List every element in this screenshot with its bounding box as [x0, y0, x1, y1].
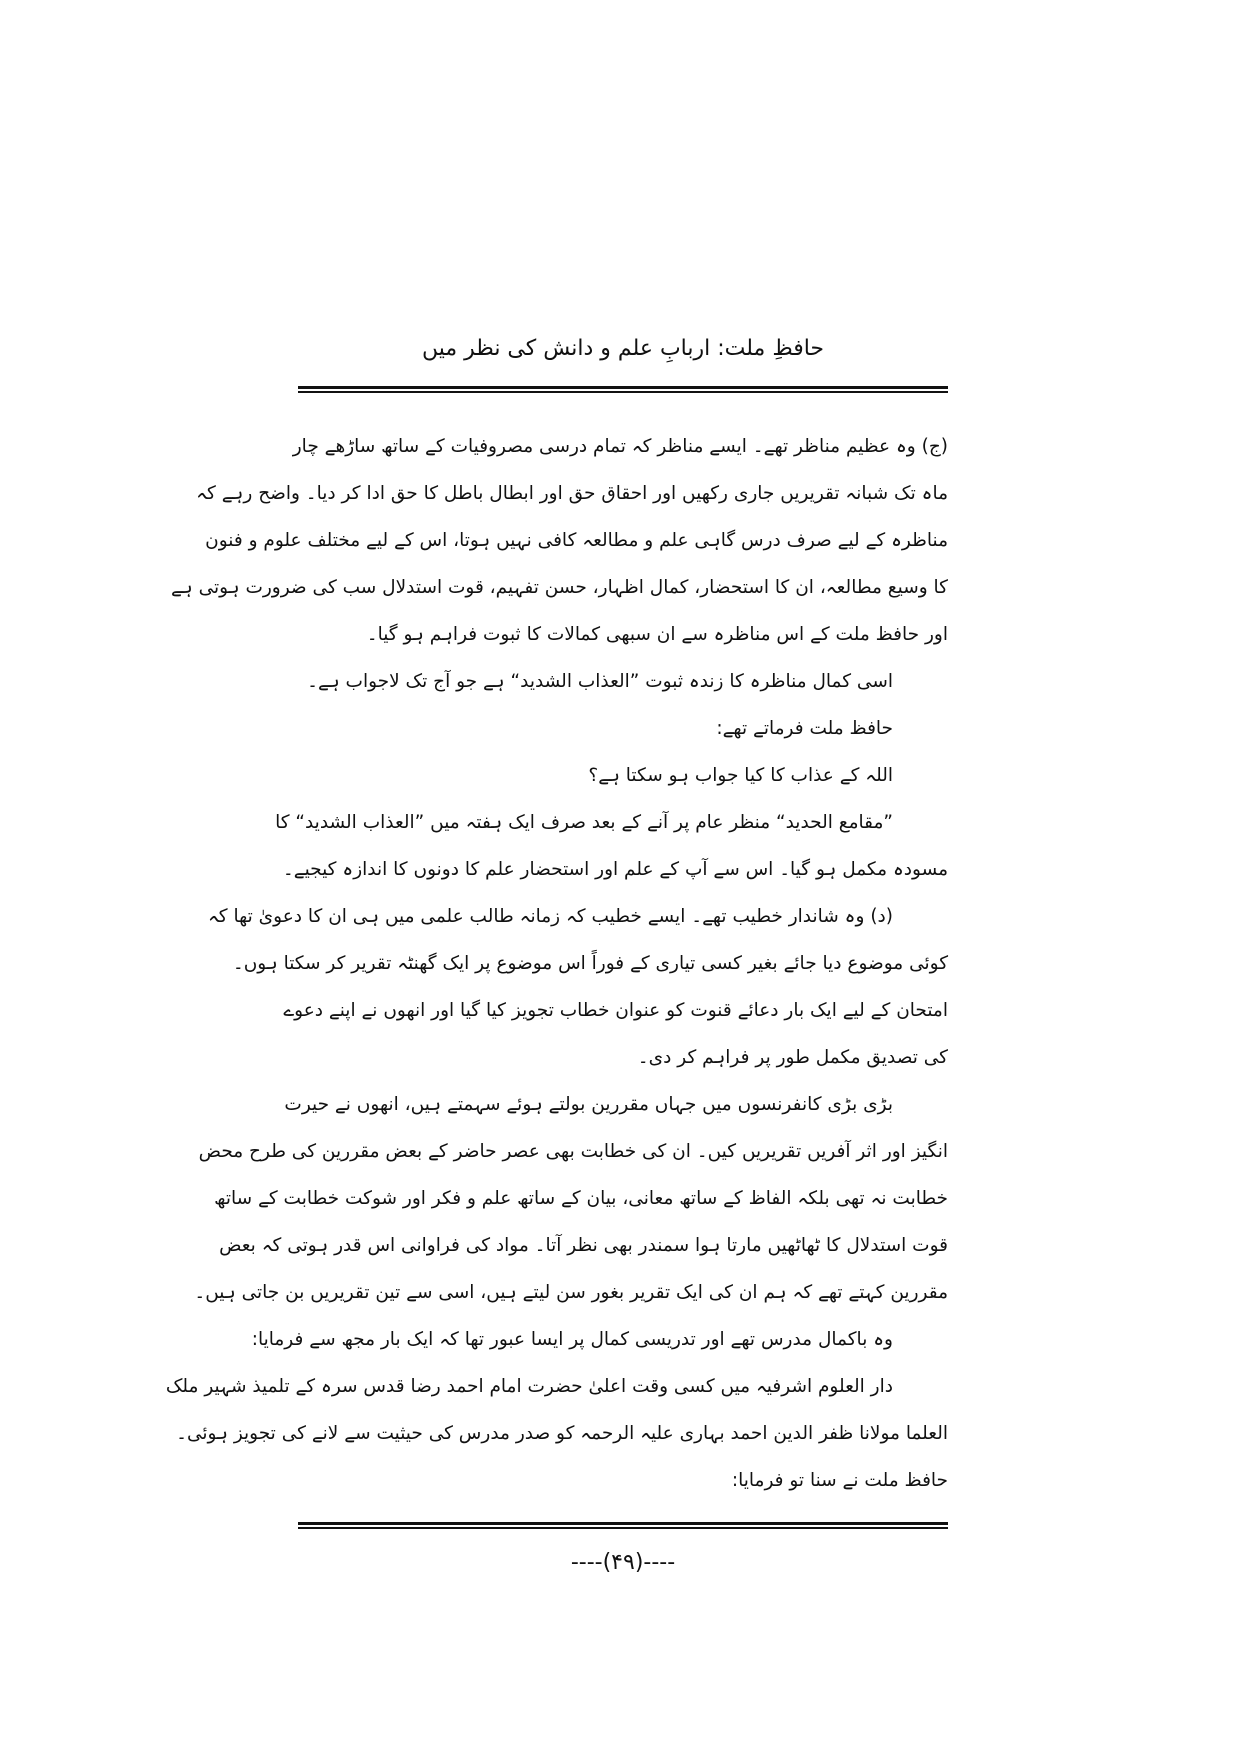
- text-line: بڑی بڑی کانفرنسوں میں جہاں مقررین بولتے ہوئے سہمتے ہیں، انھوں نے حیرت: [284, 1094, 893, 1115]
- text-line: امتحان کے لیے ایک بار دعائے قنوت کو عنوان خطاب تجویز کیا گیا اور انھوں نے اپنے دعوے: [283, 1000, 948, 1021]
- text-line: کا وسیع مطالعہ، ان کا استحضار، کمال اظہار، حسن تفہیم، قوت استدلال سب کی ضرورت ہوتی ہے: [171, 577, 948, 598]
- text-line: ”مقامع الحدید“ منظر عام پر آنے کے بعد صرف ایک ہفتہ میں ”العذاب الشدید“ کا: [275, 812, 893, 833]
- text-line: مناظرہ کے لیے صرف درس گاہی علم و مطالعہ کافی نہیں ہوتا، اس کے لیے مختلف علوم و فنون: [205, 530, 948, 551]
- text-line: کوئی موضوع دیا جائے بغیر کسی تیاری کے فوراً اس موضوع پر ایک گھنٹہ تقریر کر سکتا ہوں۔: [232, 953, 948, 974]
- text-line: مسودہ مکمل ہو گیا۔ اس سے آپ کے علم اور استحضار علم کا دونوں کا اندازہ کیجیے۔: [282, 859, 948, 880]
- footer-divider: [298, 1522, 948, 1530]
- text-line: (ج) وہ عظیم مناظر تھے۔ ایسے مناظر کہ تمام درسی مصروفیات کے ساتھ ساڑھے چار: [292, 436, 948, 457]
- text-line: مقررین کہتے تھے کہ ہم ان کی ایک تقریر بغور سن لیتے ہیں، اسی سے تین تقریریں بن جاتی ہیں۔: [194, 1282, 948, 1303]
- text-line: حافظ ملت نے سنا تو فرمایا:: [731, 1470, 948, 1491]
- body-text: [165, 430, 948, 1511]
- text-line: العلما مولانا ظفر الدین احمد بہاری علیہ الرحمہ کو صدر مدرس کی حیثیت سے لانے کی تجویز ہوئی۔: [176, 1423, 948, 1444]
- header-divider: [298, 386, 948, 394]
- text-line: اسی کمال مناظرہ کا زندہ ثبوت ”العذاب الشدید“ ہے جو آج تک لاجواب ہے۔: [307, 671, 893, 692]
- text-line: خطابت نہ تھی بلکہ الفاظ کے ساتھ معانی، بیان کے ساتھ علم و فکر اور شوکت خطابت کے ساتھ: [214, 1188, 948, 1209]
- text-line: اللہ کے عذاب کا کیا جواب ہو سکتا ہے؟: [588, 765, 893, 786]
- page-number: ----(۴۹)----: [570, 1550, 676, 1575]
- text-line: (د) وہ شاندار خطیب تھے۔ ایسے خطیب کہ زمانہ طالب علمی میں ہی ان کا دعویٰ تھا کہ: [207, 906, 893, 927]
- text-line: انگیز اور اثر آفریں تقریریں کیں۔ ان کی خطابت بھی عصر حاضر کے بعض مقررین کی طرح محض: [198, 1141, 948, 1162]
- text-line: کی تصدیق مکمل طور پر فراہم کر دی۔: [637, 1047, 948, 1068]
- text-line: دار العلوم اشرفیہ میں کسی وقت اعلیٰ حضرت امام احمد رضا قدس سرہ کے تلمیذ شہیر ملک: [165, 1376, 893, 1397]
- text-line: ماہ تک شبانہ تقریریں جاری رکھیں اور احقاق حق اور ابطال باطل کا حق ادا کر دیا۔ واضح رہے کہ: [196, 483, 948, 504]
- text-line: وہ باکمال مدرس تھے اور تدریسی کمال پر ایسا عبور تھا کہ ایک بار مجھ سے فرمایا:: [251, 1329, 893, 1350]
- text-line: قوت استدلال کا ٹھاٹھیں مارتا ہوا سمندر بھی نظر آتا۔ مواد کی فراوانی اس قدر ہوتی کہ بعض: [219, 1235, 948, 1256]
- text-line: اور حافظ ملت کے اس مناظرہ سے ان سبھی کمالات کا ثبوت فراہم ہو گیا۔: [366, 624, 948, 645]
- text-line: حافظ ملت فرماتے تھے:: [716, 718, 893, 739]
- running-header: حافظِ ملت: اربابِ علم و دانش کی نظر میں: [421, 336, 825, 361]
